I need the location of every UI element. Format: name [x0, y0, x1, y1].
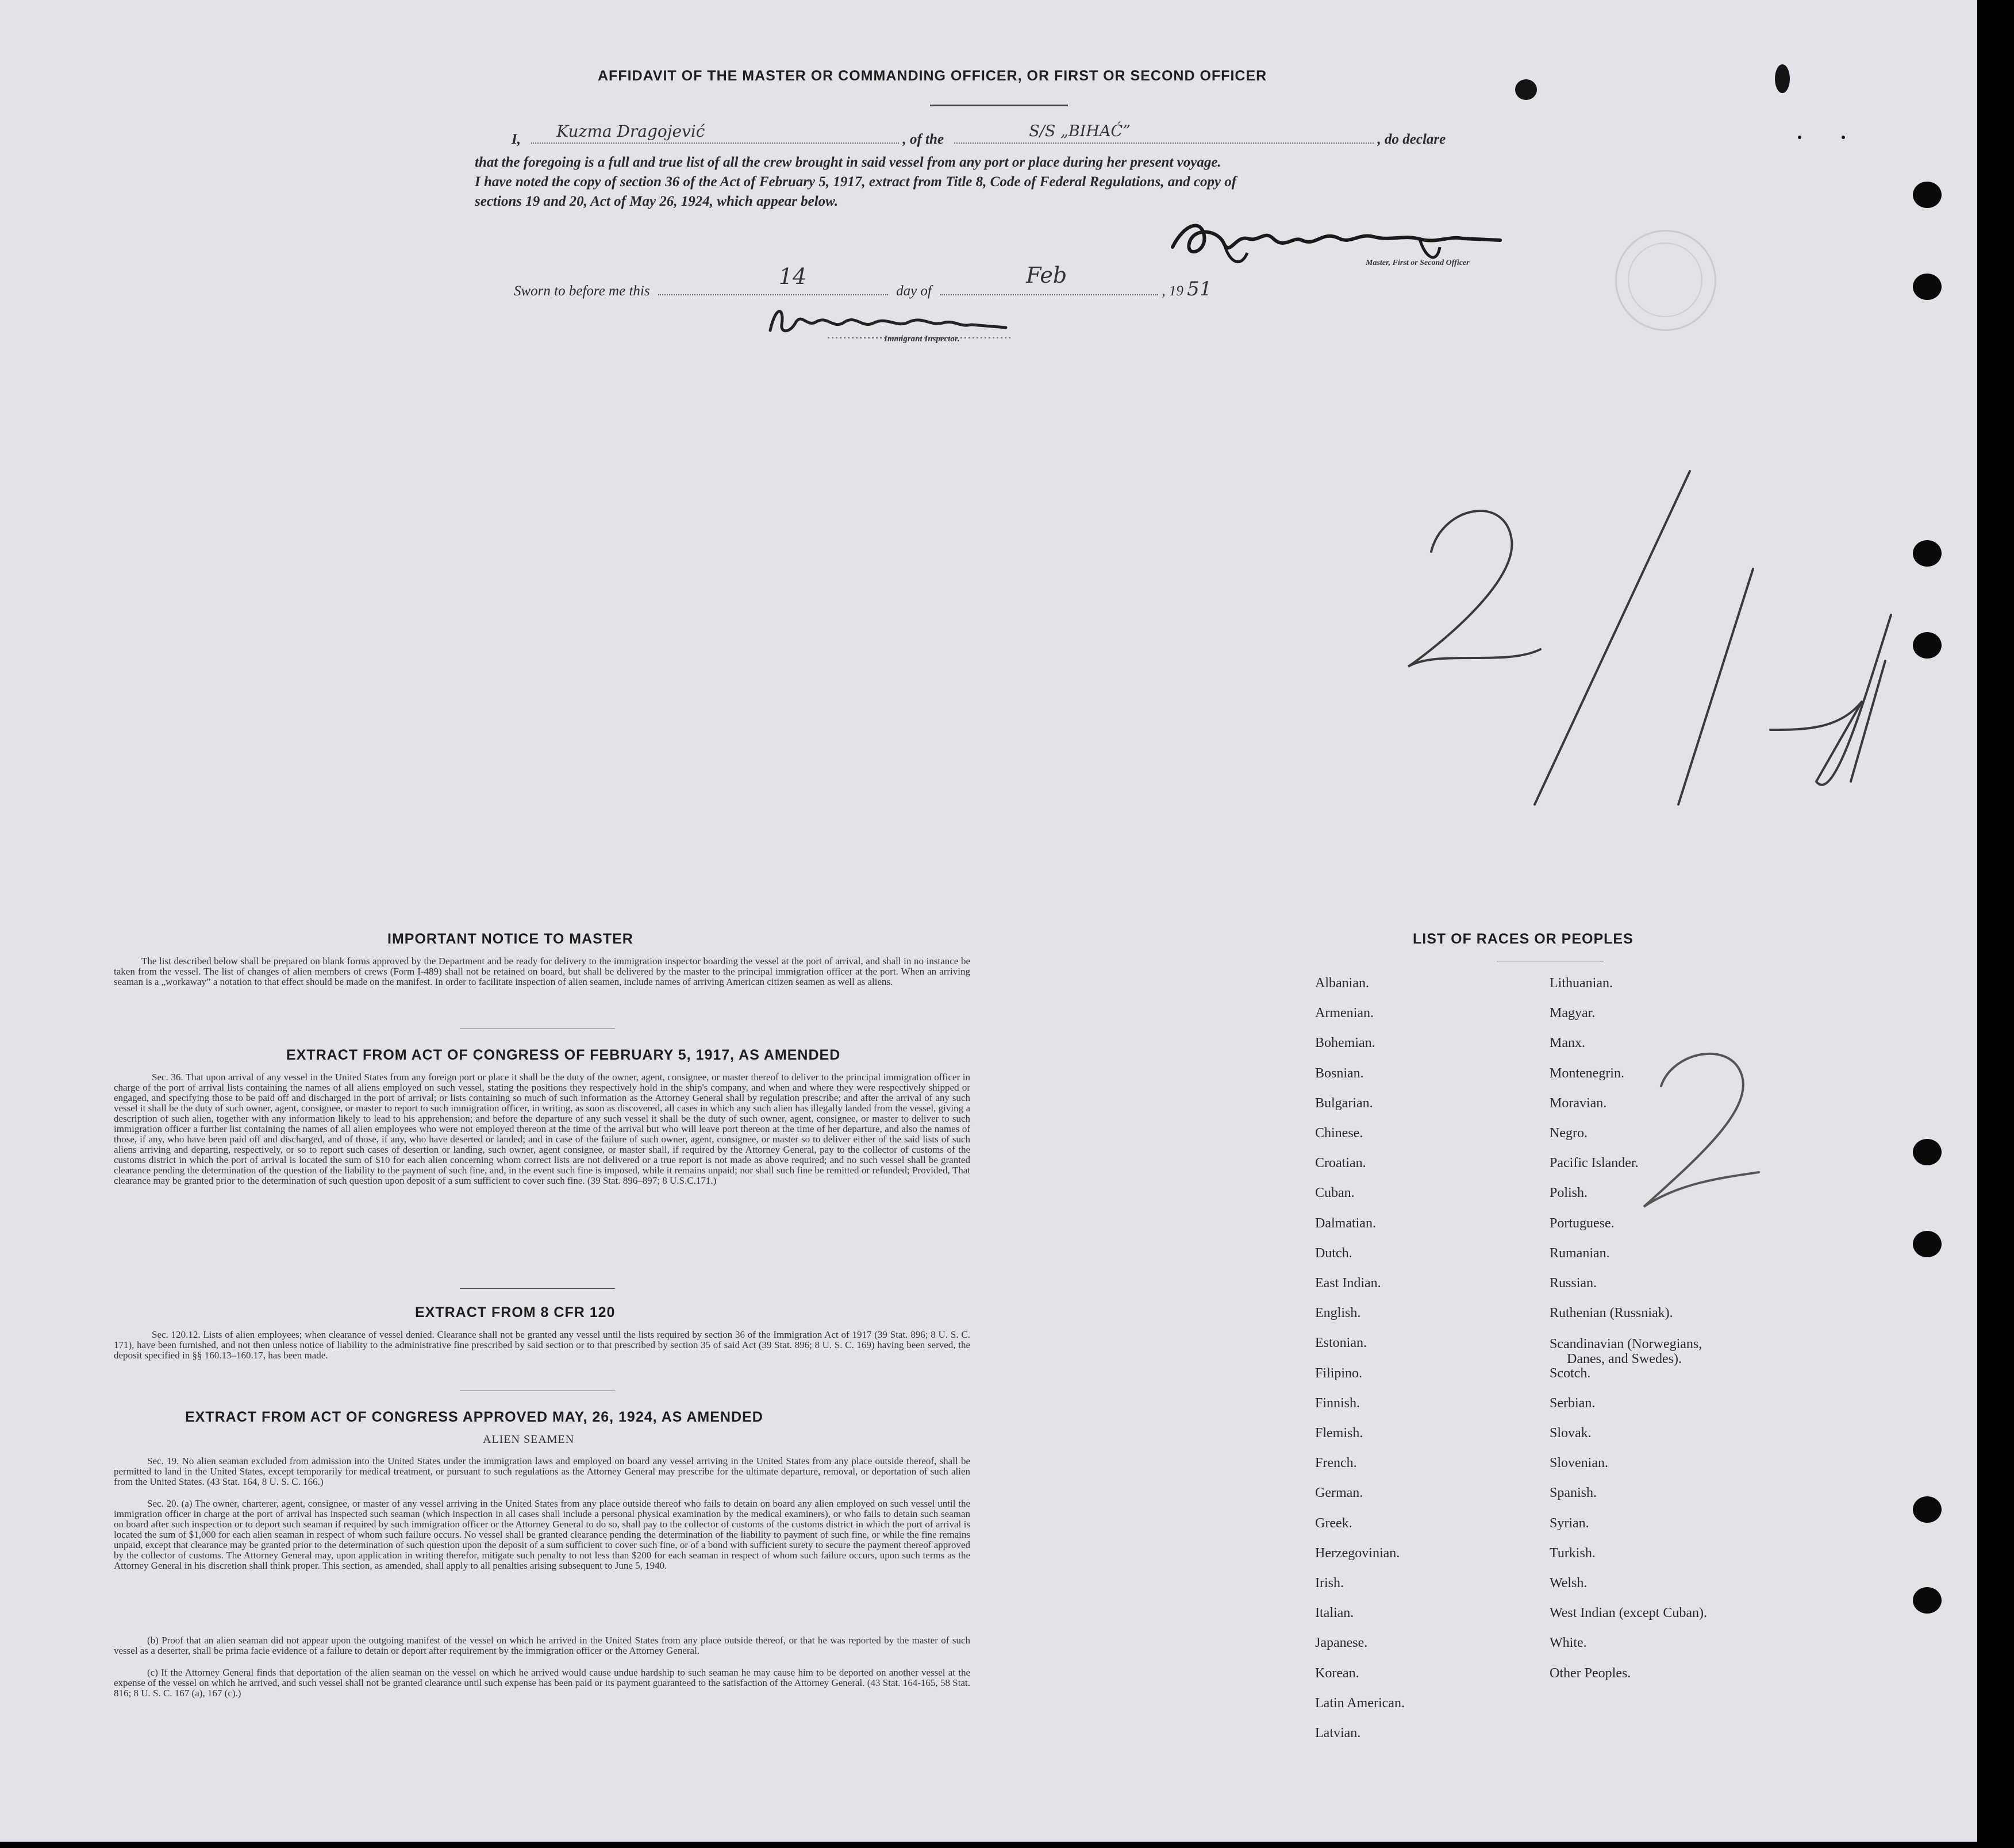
master-signature	[1150, 213, 1552, 276]
race-item: East Indian.	[1315, 1276, 1381, 1291]
race-item: Chinese.	[1315, 1126, 1363, 1141]
i-label: I,	[512, 132, 521, 147]
race-item: Latvian.	[1315, 1726, 1361, 1741]
extract-1924-paragraph-4: (c) If the Attorney General finds that deportation of the alien seaman on the vessel on which he arrived would cause undue hardship to such seaman he may cause him to be deported on another vessel at the expense of the vessel on which he arrived, and such vessel shall not be granted clearance until such expense has been paid or its payment guaranteed to the satisfaction of the Attorney General. (43 Stat. 164-165, 58 Stat. 816; 8 U. S. C. 167 (a), 167 (c).)	[114, 1667, 970, 1699]
race-item: West Indian (except Cuban).	[1550, 1606, 1707, 1621]
binder-hole	[1913, 632, 1942, 659]
declaration-line-2: that the foregoing is a full and true list of all the crew brought in said vessel from any port or place during her present voyage.	[475, 155, 1221, 170]
declaration-line-1	[512, 122, 1446, 149]
race-item: Magyar.	[1550, 1006, 1596, 1021]
master-signature-caption: Master, First or Second Officer	[1366, 259, 1470, 267]
sworn-line	[514, 263, 1212, 301]
binder-hole	[1913, 540, 1942, 567]
race-item: Estonian.	[1315, 1335, 1367, 1351]
year-value: 51	[1187, 278, 1212, 301]
race-item: Italian.	[1315, 1606, 1354, 1621]
race-item: Welsh.	[1550, 1576, 1588, 1591]
race-item: Scotch.	[1550, 1365, 1591, 1381]
race-item: Manx.	[1550, 1035, 1585, 1051]
handwritten-circled-number	[1632, 1040, 1770, 1212]
race-item: German.	[1315, 1485, 1363, 1501]
race-item: Russian.	[1550, 1276, 1597, 1291]
vessel-name-field	[954, 122, 1374, 144]
race-item: Scandinavian (Norwegians,	[1550, 1337, 1702, 1352]
race-item: Bosnian.	[1315, 1065, 1364, 1081]
race-item: Spanish.	[1550, 1485, 1597, 1501]
race-item: Slovak.	[1550, 1426, 1592, 1441]
extract-1924-subtitle: ALIEN SEAMEN	[483, 1433, 575, 1446]
race-item: White.	[1550, 1635, 1587, 1651]
race-item: Herzegovinian.	[1315, 1545, 1400, 1561]
extract-1917-rule	[460, 1288, 615, 1289]
race-item: Negro.	[1550, 1126, 1588, 1141]
of-the-label: , of the	[902, 132, 944, 147]
extract-1917-text: Sec. 36. That upon arrival of any vessel in the United States from any foreign port or place it shall be the duty of the owner, agent, consignee, or master thereof to deliver to the principal immigration officer in charge of the port of arrival lists containing the names of all aliens employed on such vessel, stating the positions they respectively hold in the ship's company, and when and where they were respectively shipped or engaged, and specifying those to be paid off and discharged in the port of arrival; or lists containing so much of such information as the Attorney General shall by regulation prescribe; and after the arrival of any such vessel it shall be the duty of such owner, agent, consignee, or master to report to such immigration officer, in writing, as soon as discovered, all cases in which any such alien has illegally landed from the vessel, giving a description of such alien, together with any information likely to lead to his apprehension; and before the departure of any such vessel it shall be the duty of such owner, agent, consignee, or master to deliver to such immigration officer a further list containing the names of all alien employees who were not employed thereon at the time of the arrival but who will leave port thereon at the time of her departure, and also the names of those, if any, who have been paid off and discharged, and of those, if any, who have deserted or landed; and in case of the failure of such owner, agent, consignee, or master so to deliver either of the said lists of such aliens arriving and departing, respectively, or so to report such cases of desertion or landing, such owner, agent consignee, or master shall, if required by the Attorney General, pay to the collector of customs of the customs district in which the port of arrival is located the sum of $10 for each alien concerning whom correct lists are not delivered or a true report is not made as above required; and no such vessel shall be granted clearance pending the determination of the question of the liability to the payment of such fine, and, in the event such fine is imposed, while it remains unpaid; nor shall such fine be remitted or refunded; Provided, That clearance may be granted prior to the determination of such question upon deposit of a sum sufficient to cover such fine. (39 Stat. 896–897; 8 U.S.C.171.)	[114, 1072, 970, 1186]
race-item: French.	[1315, 1456, 1357, 1471]
race-item: Lithuanian.	[1550, 976, 1613, 991]
race-item: Bulgarian.	[1315, 1095, 1373, 1111]
binder-hole	[1913, 1496, 1942, 1523]
sworn-label: Sworn to before me this	[514, 283, 650, 299]
do-declare-label: , do declare	[1377, 132, 1446, 147]
race-item: Ruthenian (Russniak).	[1550, 1306, 1673, 1321]
race-item: Latin American.	[1315, 1695, 1405, 1711]
extract-1924-paragraph-3: (b) Proof that an alien seaman did not appear upon the outgoing manifest of the vessel on which he arrived in the United States from any place outside thereof, or that he was reported by the master of such vessel as a deserter, shall be prima facie evidence of a failure to detain or deport after requirement by the immigration officer or the Attorney General.	[114, 1635, 970, 1656]
race-item: Finnish.	[1315, 1395, 1360, 1411]
race-item: Dutch.	[1315, 1245, 1352, 1261]
declaration-line-3: I have noted the copy of section 36 of the Act of February 5, 1917, extract from Title 8, Code of Federal Regulations, and copy of	[475, 174, 1237, 190]
race-item: Other Peoples.	[1550, 1665, 1631, 1681]
race-item: Cuban.	[1315, 1185, 1355, 1201]
master-name-field	[531, 122, 899, 144]
day-value: 14	[778, 264, 807, 289]
inspector-caption: Immigrant Inspector.	[884, 334, 960, 344]
extract-1924-paragraph-1: Sec. 19. No alien seaman excluded from admission into the United States under the immigration laws and employed on board any vessel arriving in the United States from any place outside thereof, shall be permitted to land in the United States, except temporarily for medical treatment, or pursuant to such regulations as the Attorney General may prescribe for the ultimate departure, removal, or deportation of such alien from the United States. (43 Stat. 164, 8 U. S. C. 166.)	[114, 1456, 970, 1487]
binder-hole	[1913, 182, 1942, 208]
handwritten-large-number	[1391, 460, 1908, 816]
race-item: Filipino.	[1315, 1365, 1363, 1381]
master-name-value: Kuzma Dragojević	[556, 122, 705, 141]
race-item: Armenian.	[1315, 1006, 1374, 1021]
ink-spot	[1515, 79, 1537, 100]
race-item: Rumanian.	[1550, 1245, 1610, 1261]
binder-hole	[1913, 1139, 1942, 1165]
extract-1917-title: EXTRACT FROM ACT OF CONGRESS OF FEBRUARY 5, 1917, AS AMENDED	[286, 1047, 841, 1063]
ink-spot	[1775, 64, 1790, 93]
race-item: Montenegrin.	[1550, 1065, 1624, 1081]
race-item: Turkish.	[1550, 1545, 1596, 1561]
race-item: Greek.	[1315, 1515, 1352, 1531]
extract-1924-paragraph-2: Sec. 20. (a) The owner, charterer, agent, consignee, or master of any vessel arriving in the United States from any place outside thereof who fails to detain on board any alien employed on such vessel until the immigration officer in charge at the port of arrival has inspected such seaman (which inspection in all cases shall include a personal physical examination by the medical examiners), or who fails to detain such seaman on board after such inspection or to deport such seaman if required by such immigration officer or the Attorney General to do so, shall pay to the collector of customs of the customs district in which the port of arrival is located the sum of $1,000 for each alien seaman in respect of whom such failure occurs. No vessel shall be granted clearance pending the determination of the liability to payment of such fine, or while the fine remains unpaid, except that clearance may be granted prior to the determination of such question upon the deposit of a sum sufficient to cover such fine, or of a bond with sufficient surety to secure the payment thereof approved by the collector of customs. The Attorney General may, upon application in writing therefor, mitigate such penalty to not less than $200 for each seaman in respect of whom such failure occurs, upon such terms as the Attorney General in his discretion shall think proper. This section, as amended, shall apply to all penalties arising subsequent to June 5, 1940.	[114, 1498, 970, 1571]
races-title: LIST OF RACES OR PEOPLES	[1413, 931, 1634, 947]
binder-hole	[1913, 1587, 1942, 1614]
race-item: Serbian.	[1550, 1395, 1596, 1411]
month-field	[940, 263, 1158, 295]
extract-1924-title: EXTRACT FROM ACT OF CONGRESS APPROVED MAY, 26, 1924, AS AMENDED	[185, 1409, 763, 1425]
affidavit-title: AFFIDAVIT OF THE MASTER OR COMMANDING OFFICER, OR FIRST OR SECOND OFFICER	[598, 68, 1267, 84]
race-item: English.	[1315, 1306, 1361, 1321]
day-field	[658, 264, 888, 295]
notice-text: The list described below shall be prepared on blank forms approved by the Department and be ready for delivery to the immigration inspector boarding the vessel at the port of arrival, and shall in no instance be taken from the vessel. The list of changes of alien members of crews (Form I-489) shall not be retained on board, but shall be delivered by the master to the principal immigration officer at the port. When an arriving seaman is a „workaway” a notation to that effect should be made on the manifest. In order to facilitate inspection of alien seamen, include names of arriving American citizen seamen as well as aliens.	[114, 956, 970, 987]
ink-spot	[1798, 136, 1801, 139]
extract-cfr-text: Sec. 120.12. Lists of alien employees; when clearance of vessel denied. Clearance shall not be granted any vessel until the lists required by section 36 of the Immigration Act of 1917 (39 Stat. 896; 8 U. S. C. 171), have been furnished, and not then unless notice of liability to the administrative fine prescribed by said section or to that prescribed by section 35 of said Act (39 Stat. 896; 8 U. S. C. 169) having been served, the deposit specified in §§ 160.13–160.17, has been made.	[114, 1329, 970, 1361]
race-item: Flemish.	[1315, 1426, 1363, 1441]
race-item: Croatian.	[1315, 1156, 1366, 1171]
race-item: Japanese.	[1315, 1635, 1368, 1651]
binder-hole	[1913, 1231, 1942, 1257]
year-prefix: , 19	[1162, 283, 1183, 299]
official-stamp-inner	[1628, 242, 1702, 317]
race-item: Moravian.	[1550, 1095, 1607, 1111]
race-item: Bohemian.	[1315, 1035, 1375, 1051]
race-item: Dalmatian.	[1315, 1215, 1376, 1231]
day-of-label: day of	[896, 283, 932, 299]
race-item: Pacific Islander.	[1550, 1156, 1639, 1171]
notice-title: IMPORTANT NOTICE TO MASTER	[387, 931, 633, 947]
race-item: Syrian.	[1550, 1515, 1589, 1531]
race-item: Polish.	[1550, 1185, 1588, 1201]
title-rule	[930, 105, 1068, 106]
declaration-line-4: sections 19 and 20, Act of May 26, 1924, which appear below.	[475, 194, 839, 209]
vessel-name-value: S/S „BIHAĆ”	[1029, 122, 1131, 140]
month-value: Feb	[1026, 263, 1067, 288]
extract-cfr-title: EXTRACT FROM 8 CFR 120	[415, 1304, 616, 1320]
race-item: Portuguese.	[1550, 1215, 1615, 1231]
race-item: Irish.	[1315, 1576, 1344, 1591]
ink-spot	[1842, 136, 1845, 139]
race-item: Korean.	[1315, 1665, 1359, 1681]
race-item: Danes, and Swedes).	[1567, 1352, 1682, 1367]
binder-hole	[1913, 274, 1942, 300]
race-item: Albanian.	[1315, 976, 1369, 991]
race-item: Slovenian.	[1550, 1456, 1608, 1471]
